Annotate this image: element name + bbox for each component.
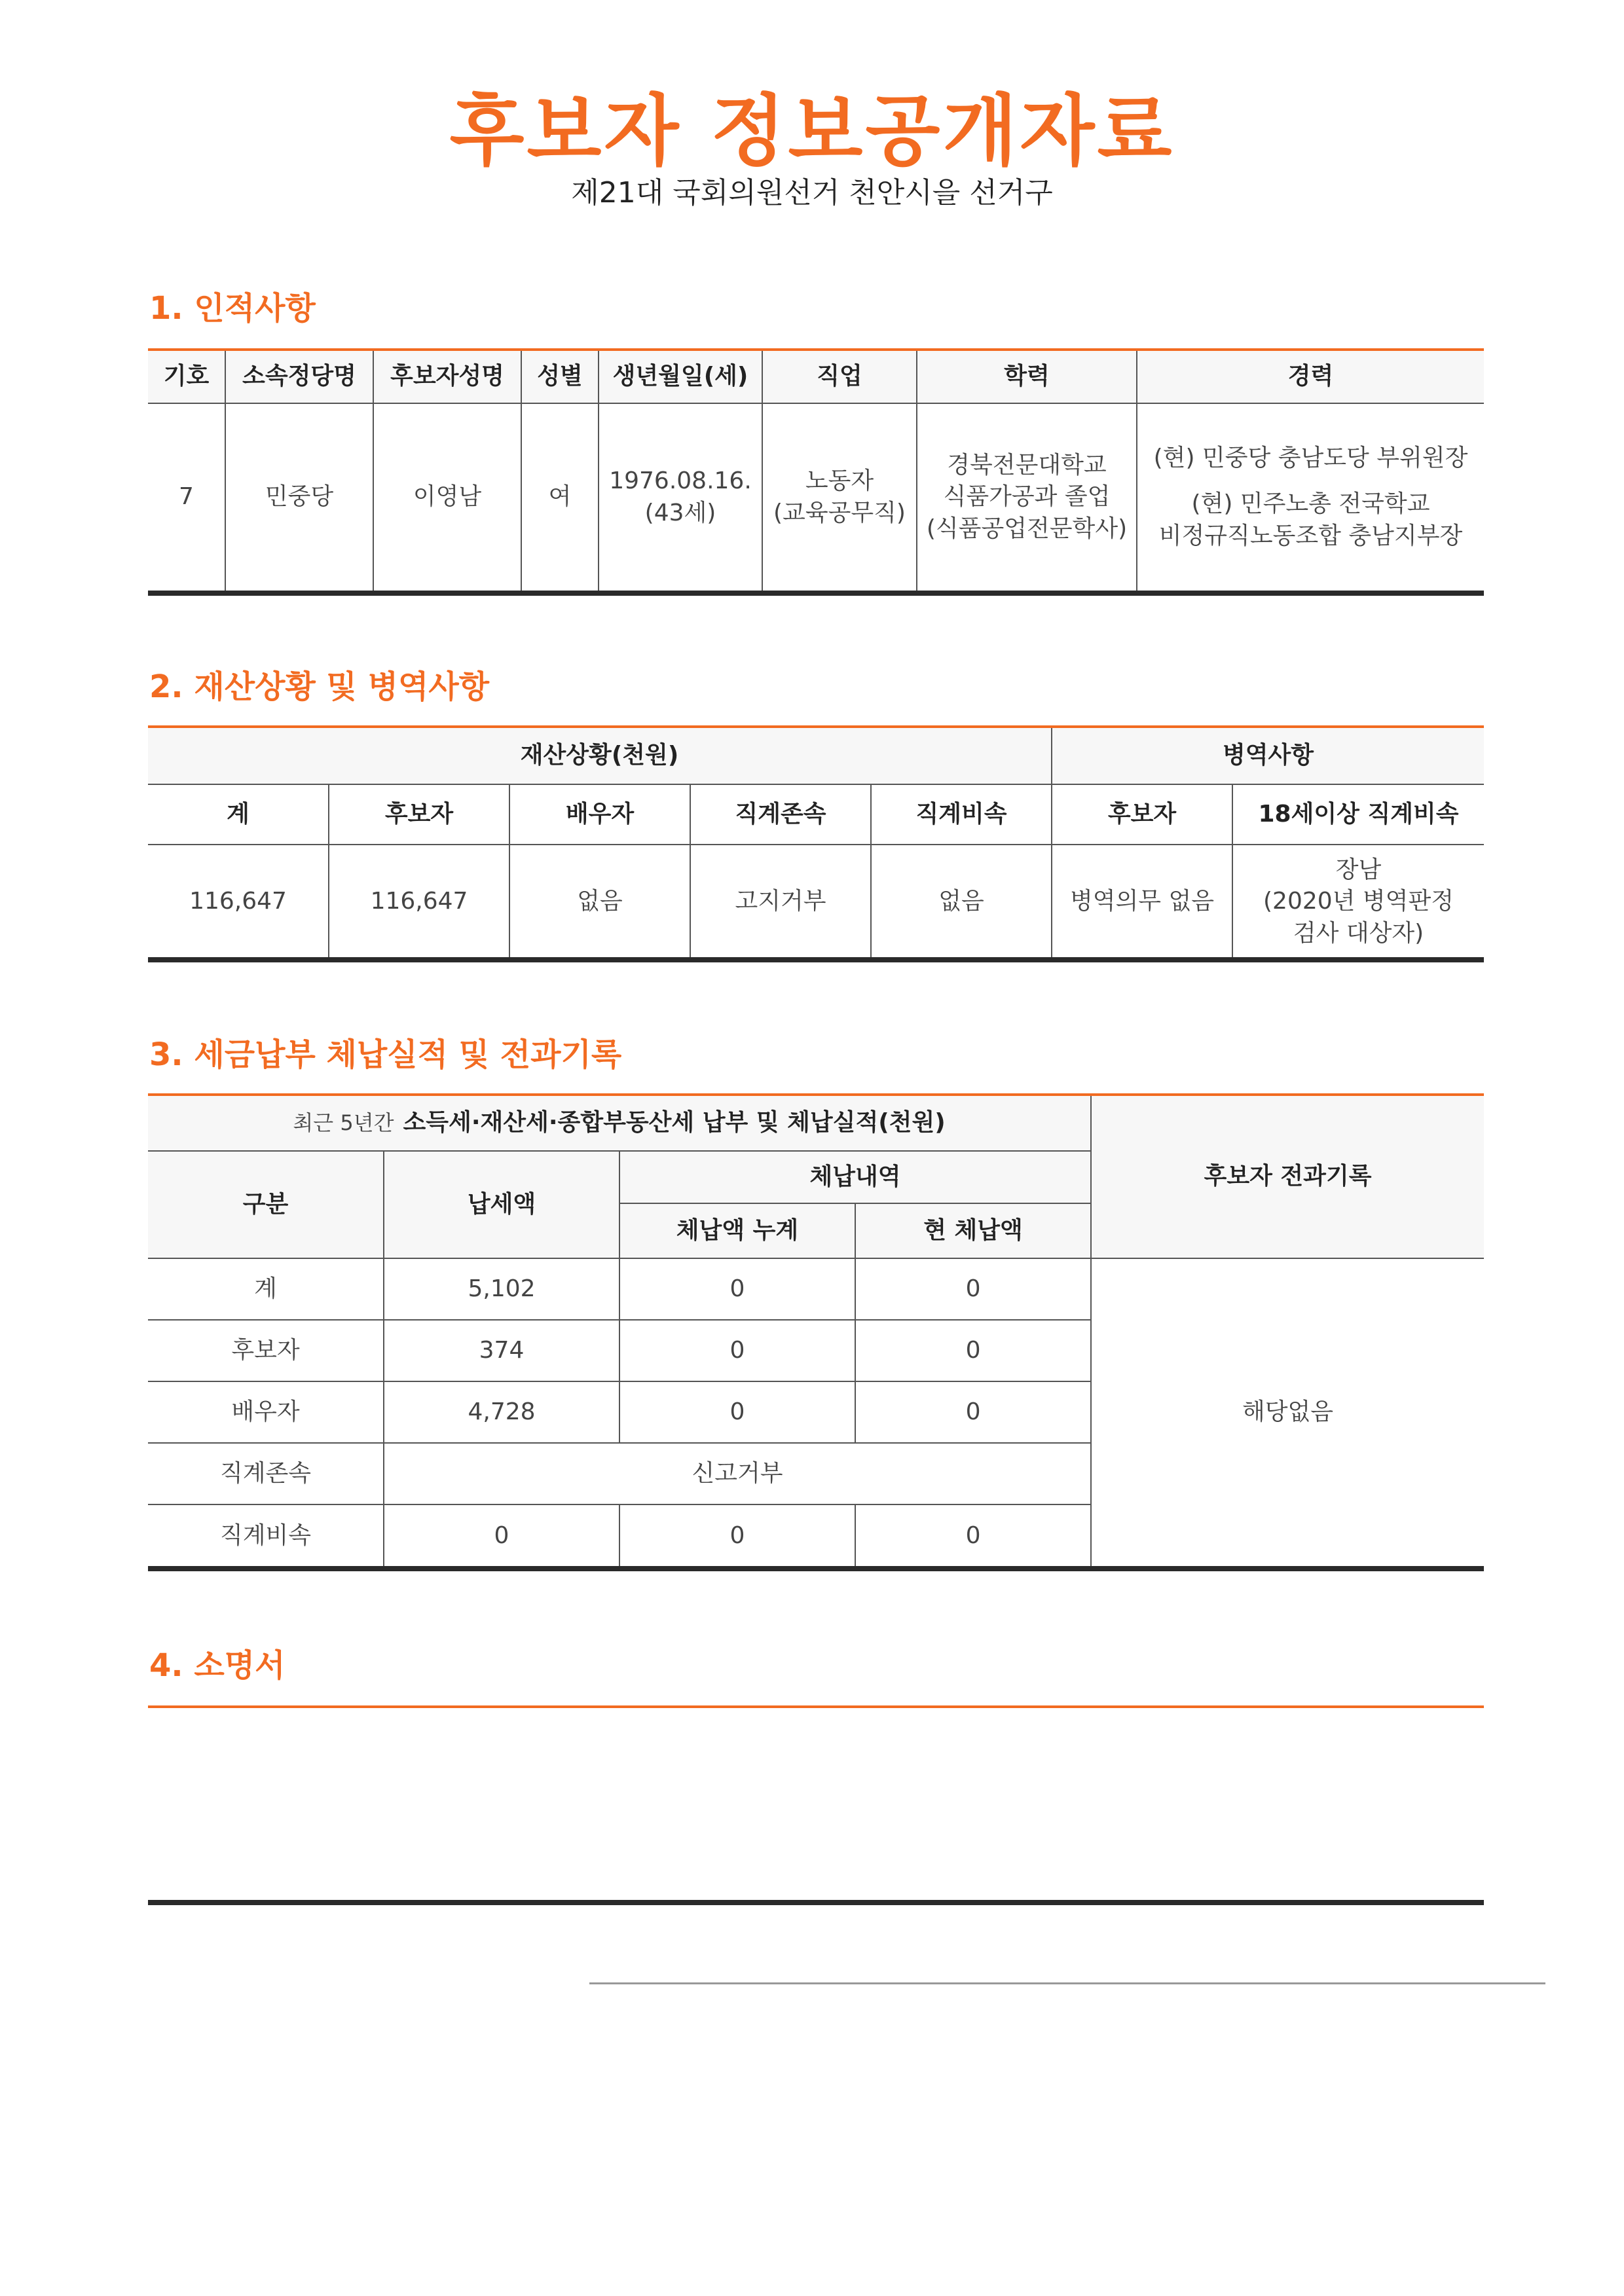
header-birth: 생년월일(세) bbox=[599, 351, 762, 403]
tax-row-arrears-current: 0 bbox=[855, 1381, 1091, 1443]
career-item-2b: 비정규직노동조합 충남지부장 bbox=[1158, 522, 1463, 549]
section1-bottom-rule bbox=[148, 591, 1484, 596]
criminal-header: 후보자 전과기록 bbox=[1091, 1096, 1484, 1258]
header-job: 직업 bbox=[762, 351, 917, 403]
edu-school: 경북전문대학교 bbox=[947, 451, 1107, 479]
section2-title: 2. 재산상황 및 병역사항 bbox=[149, 668, 490, 705]
job-title: 노동자 bbox=[805, 467, 874, 494]
tax-row-arrears-total: 0 bbox=[619, 1504, 855, 1567]
edu-major: 식품가공과 졸업 bbox=[943, 483, 1111, 511]
candidate-name: 이영남 bbox=[373, 403, 521, 591]
tax-row-arrears-current: 0 bbox=[855, 1320, 1091, 1381]
subheader-descendant: 직계비속 bbox=[871, 784, 1052, 845]
job-detail: (교육공무직) bbox=[773, 499, 906, 526]
header-party: 소속정당명 bbox=[225, 351, 373, 403]
property-total: 116,647 bbox=[148, 845, 329, 958]
candidate-education bbox=[917, 403, 1137, 591]
property-header: 재산상황(천원) bbox=[148, 728, 1052, 784]
candidate-birth bbox=[599, 403, 762, 591]
tax-row-refused: 신고거부 bbox=[384, 1443, 1091, 1504]
subheader-candidate: 후보자 bbox=[329, 784, 509, 845]
page-bottom-rule bbox=[589, 1982, 1545, 1984]
candidate-gender: 여 bbox=[521, 403, 599, 591]
tax-col-arrears-current: 현 체납액 bbox=[855, 1203, 1091, 1258]
tax-col-arrears: 체납내역 bbox=[619, 1151, 1091, 1203]
section2-bottom-rule bbox=[148, 957, 1484, 962]
criminal-record-value: 해당없음 bbox=[1091, 1258, 1484, 1567]
subheader-ascendant: 직계존속 bbox=[690, 784, 871, 845]
tax-header-main: 소득세·재산세·종합부동산세 납부 및 체납실적(천원) bbox=[403, 1109, 946, 1137]
section3-title: 3. 세금납부 체납실적 및 전과기록 bbox=[149, 1036, 622, 1073]
personal-info-table bbox=[148, 351, 1484, 591]
tax-row-paid: 5,102 bbox=[384, 1258, 619, 1320]
subheader-spouse: 배우자 bbox=[509, 784, 690, 845]
tax-criminal-table bbox=[148, 1096, 1484, 1567]
candidate-number: 7 bbox=[148, 403, 225, 591]
military-desc-line2: (2020년 병역판정 bbox=[1263, 888, 1454, 915]
header-name: 후보자성명 bbox=[373, 351, 521, 403]
career-item-2 bbox=[1140, 488, 1481, 552]
header-number: 기호 bbox=[148, 351, 225, 403]
header-education: 학력 bbox=[917, 351, 1137, 403]
birth-date: 1976.08.16. bbox=[609, 467, 752, 494]
candidate-party: 민중당 bbox=[225, 403, 373, 591]
tax-row-label: 계 bbox=[148, 1258, 384, 1320]
career-item-1: (현) 민중당 충남도당 부위원장 bbox=[1153, 444, 1468, 471]
tax-col-arrears-total: 체납액 누계 bbox=[619, 1203, 855, 1258]
career-item-2a: (현) 민주노총 전국학교 bbox=[1191, 490, 1430, 518]
tax-header-period: 최근 5년간 bbox=[293, 1110, 394, 1136]
header-gender: 성별 bbox=[521, 351, 599, 403]
candidate-job bbox=[762, 403, 917, 591]
tax-row-label: 직계비속 bbox=[148, 1504, 384, 1567]
tax-row-paid: 4,728 bbox=[384, 1381, 619, 1443]
birth-age: (43세) bbox=[644, 499, 716, 526]
tax-row-paid: 0 bbox=[384, 1504, 619, 1567]
header-career: 경력 bbox=[1137, 351, 1484, 403]
tax-row-arrears-total: 0 bbox=[619, 1258, 855, 1320]
property-candidate: 116,647 bbox=[329, 845, 509, 958]
subheader-total: 계 bbox=[148, 784, 329, 845]
edu-detail: (식품공업전문학사) bbox=[926, 515, 1128, 542]
property-descendant: 없음 bbox=[871, 845, 1052, 958]
tax-header bbox=[148, 1096, 1091, 1151]
tax-row-paid: 374 bbox=[384, 1320, 619, 1381]
military-desc-line1: 장남 bbox=[1335, 856, 1382, 883]
tax-row-arrears-current: 0 bbox=[855, 1258, 1091, 1320]
section4-top-rule bbox=[148, 1705, 1484, 1708]
military-header: 병역사항 bbox=[1052, 728, 1484, 784]
subheader-military-candidate: 후보자 bbox=[1052, 784, 1232, 845]
property-ascendant: 고지거부 bbox=[690, 845, 871, 958]
military-desc-line3: 검사 대상자) bbox=[1293, 919, 1424, 947]
tax-row-arrears-total: 0 bbox=[619, 1381, 855, 1443]
section4-title: 4. 소명서 bbox=[149, 1647, 286, 1684]
tax-col-category: 구분 bbox=[148, 1151, 384, 1258]
property-military-table bbox=[148, 728, 1484, 958]
tax-row-arrears-current: 0 bbox=[855, 1504, 1091, 1567]
tax-row-label: 후보자 bbox=[148, 1320, 384, 1381]
candidate-career bbox=[1137, 403, 1484, 591]
page-subtitle: 제21대 국회의원선거 천안시을 선거구 bbox=[571, 176, 1053, 210]
tax-col-paid: 납세액 bbox=[384, 1151, 619, 1258]
section1-title: 1. 인적사항 bbox=[149, 290, 316, 327]
military-candidate: 병역의무 없음 bbox=[1052, 845, 1232, 958]
military-descendant bbox=[1232, 845, 1484, 958]
property-spouse: 없음 bbox=[509, 845, 690, 958]
subheader-military-descendant: 18세이상 직계비속 bbox=[1232, 784, 1484, 845]
tax-row-label: 배우자 bbox=[148, 1381, 384, 1443]
tax-row-arrears-total: 0 bbox=[619, 1320, 855, 1381]
page-title: 후보자 정보공개자료 bbox=[449, 86, 1175, 176]
tax-row-label: 직계존속 bbox=[148, 1443, 384, 1504]
section4-bottom-rule bbox=[148, 1900, 1484, 1905]
section3-bottom-rule bbox=[148, 1566, 1484, 1571]
